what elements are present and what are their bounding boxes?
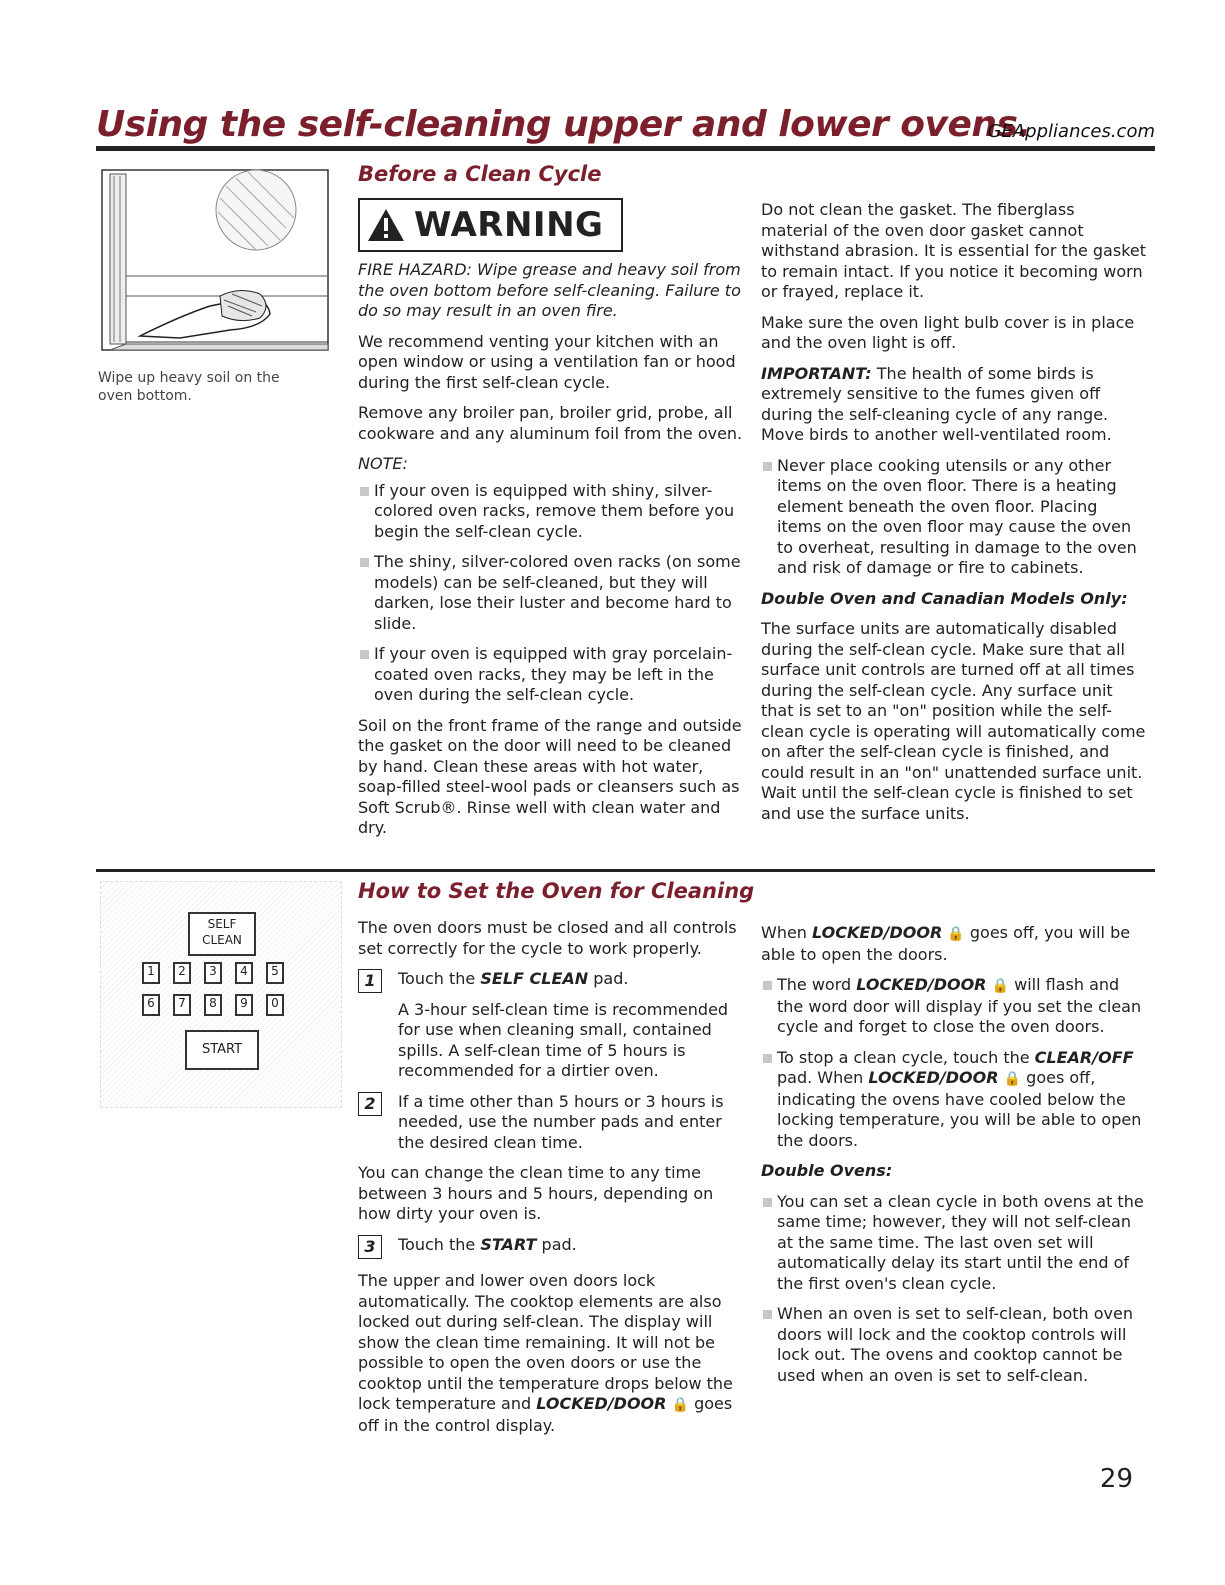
figure-caption: Wipe up heavy soil on the oven bottom. bbox=[98, 370, 280, 404]
paragraph-venting: We recommend venting your kitchen with an open window or using a ventilation fan or hood during the first self-clean cycle. bbox=[358, 331, 736, 392]
note-bullet: If your oven is equipped with shiny, silver-colored oven racks, remove them before you begin the self-clean cycle. bbox=[358, 481, 743, 543]
number-pad[interactable]: 7 bbox=[173, 994, 191, 1016]
page-number: 29 bbox=[1099, 1464, 1133, 1494]
lock-icon: 🔒 bbox=[671, 1397, 689, 1413]
paragraph-change-time: You can change the clean time to any time between 3 hours and 5 hours, depending on how dirty your oven is. bbox=[358, 1163, 714, 1223]
note-label: NOTE: bbox=[358, 454, 408, 473]
how-to-right-column bbox=[761, 923, 1146, 1396]
step-3: 3 Touch the START pad. bbox=[358, 1235, 743, 1256]
section-heading-before-clean: Before a Clean Cycle bbox=[358, 162, 602, 186]
control-panel-illustration bbox=[100, 881, 342, 1108]
paragraph-gasket: Do not clean the gasket. The fiberglass material of the oven door gasket cannot withstand abrasion. It is essential for the gasket to remain intact. If you notice it becoming worn or frayed, replace it. bbox=[761, 200, 1147, 301]
step-1-detail: A 3-hour self-clean time is recommended for use when cleaning small, contained spills. A self-clean time of 5 hours is recommended for a dirtier oven. bbox=[398, 999, 729, 1080]
how-to-left-column bbox=[358, 918, 743, 1446]
oven-wipe-illustration bbox=[100, 166, 332, 356]
double-oven-bullet: You can set a clean cycle in both ovens at the same time; however, they will not self-clean at the same time. The last oven set will automatically delay its start until the end of the first oven's clean cycle. bbox=[761, 1192, 1146, 1295]
self-clean-pad[interactable]: SELF CLEAN bbox=[188, 912, 256, 956]
before-clean-right-column bbox=[761, 200, 1146, 834]
warning-box bbox=[358, 198, 623, 252]
number-pad[interactable]: 5 bbox=[266, 962, 284, 984]
warning-triangle-icon bbox=[366, 207, 406, 243]
locked-flash-bullet: The word LOCKED/DOOR 🔒 will flash and the word door will display if you set the clean cycle and forget to close the oven doors. bbox=[761, 975, 1146, 1038]
stop-cycle-bullet: To stop a clean cycle, touch the CLEAR/OFF pad. When LOCKED/DOOR 🔒 goes off, indicating the ovens have cooled below the locking temperature, you will be able to open the doors. bbox=[761, 1048, 1146, 1152]
section-heading-how-to-clean: How to Set the Oven for Cleaning bbox=[358, 879, 755, 903]
lock-icon: 🔒 bbox=[991, 978, 1010, 994]
double-oven-bullet: When an oven is set to self-clean, both oven doors will lock and the cooktop controls will lock out. The ovens and cooktop cannot be used when an oven is set to self-clean. bbox=[761, 1304, 1146, 1386]
paragraph-when-locked: When LOCKED/DOOR 🔒 goes off, you will be able to open the doors. bbox=[761, 923, 1131, 964]
paragraph-intro: The oven doors must be closed and all controls set correctly for the cycle to work properly. bbox=[358, 918, 737, 958]
step-number: 3 bbox=[358, 1235, 382, 1259]
number-pad[interactable]: 1 bbox=[142, 962, 160, 984]
floor-bullet: Never place cooking utensils or any other items on the oven floor. There is a heating element beneath the oven floor. Placing items on the oven floor may cause the oven to overheat, resulting in damage to the oven and risk of damage or fire to cabinets. bbox=[761, 456, 1146, 579]
page-title: Using the self-cleaning upper and lower ovens. bbox=[96, 104, 1031, 145]
double-ovens-label: Double Ovens: bbox=[761, 1161, 893, 1180]
step-number: 1 bbox=[358, 969, 382, 993]
note-bullet: If your oven is equipped with gray porcelain-coated oven racks, they may be left in the oven during the self-clean cycle. bbox=[358, 644, 743, 706]
note-bullet: The shiny, silver-colored oven racks (on some models) can be self-cleaned, but they will darken, lose their luster and become hard to slide. bbox=[358, 552, 743, 634]
lock-icon: 🔒 bbox=[1003, 1071, 1022, 1087]
number-pad[interactable]: 8 bbox=[204, 994, 222, 1016]
header-rule bbox=[96, 146, 1155, 151]
paragraph-lock: The upper and lower oven doors lock automatically. The cooktop elements are also locked out during self-clean. The display will show the clean time remaining. It will not be possible to open the oven doors or use the cooktop until the temperature drops below the lock temperature and LOCKED/DOOR 🔒 goes off in the control display. bbox=[358, 1271, 733, 1435]
number-pad[interactable]: 6 bbox=[142, 994, 160, 1016]
paragraph-soil: Soil on the front frame of the range and outside the gasket on the door will need to be cleaned by hand. Clean these areas with hot water, soap-filled steel-wool pads or cleansers such as Soft Scrub®. Rinse well with clean water and dry. bbox=[358, 715, 742, 837]
before-clean-left-column bbox=[358, 198, 743, 849]
warning-text: FIRE HAZARD: Wipe grease and heavy soil from the oven bottom before self-cleaning. Failure to do so may result in an oven fire. bbox=[358, 260, 741, 320]
step-1: 1 Touch the SELF CLEAN pad. bbox=[358, 969, 743, 990]
paragraph-remove: Remove any broiler pan, broiler grid, probe, all cookware and any aluminum foil from the oven. bbox=[358, 403, 743, 443]
number-pad[interactable]: 3 bbox=[204, 962, 222, 984]
step-2: 2 If a time other than 5 hours or 3 hours is needed, use the number pads and enter the desired clean time. bbox=[358, 1092, 743, 1154]
step-number: 2 bbox=[358, 1092, 382, 1116]
section-divider bbox=[96, 869, 1155, 872]
website-url: GEAppliances.com bbox=[987, 121, 1155, 142]
number-pad[interactable]: 0 bbox=[266, 994, 284, 1016]
paragraph-light: Make sure the oven light bulb cover is in place and the oven light is off. bbox=[761, 312, 1135, 352]
paragraph-surface-units: The surface units are automatically disabled during the self-clean cycle. Make sure that all surface unit controls are turned off at all times during the self-clean cycle. Any surface unit that is set to an "on" position while the self-clean cycle is operating will automatically come on after the self-clean cycle is finished, and could result in an "on" unattended surface unit. Wait until the self-clean cycle is finished to set and use the surface units. bbox=[761, 619, 1146, 823]
double-oven-label: Double Oven and Canadian Models Only: bbox=[761, 588, 1128, 608]
lock-icon: 🔒 bbox=[947, 926, 965, 942]
number-pad[interactable]: 4 bbox=[235, 962, 253, 984]
number-pad[interactable]: 9 bbox=[235, 994, 253, 1016]
paragraph-important: IMPORTANT: The health of some birds is extremely sensitive to the fumes given off during the self-cleaning cycle of any range. Move birds to another well-ventilated room. bbox=[761, 363, 1112, 444]
start-pad[interactable]: START bbox=[185, 1030, 259, 1070]
number-pad[interactable]: 2 bbox=[173, 962, 191, 984]
warning-word: WARNING bbox=[414, 204, 604, 245]
